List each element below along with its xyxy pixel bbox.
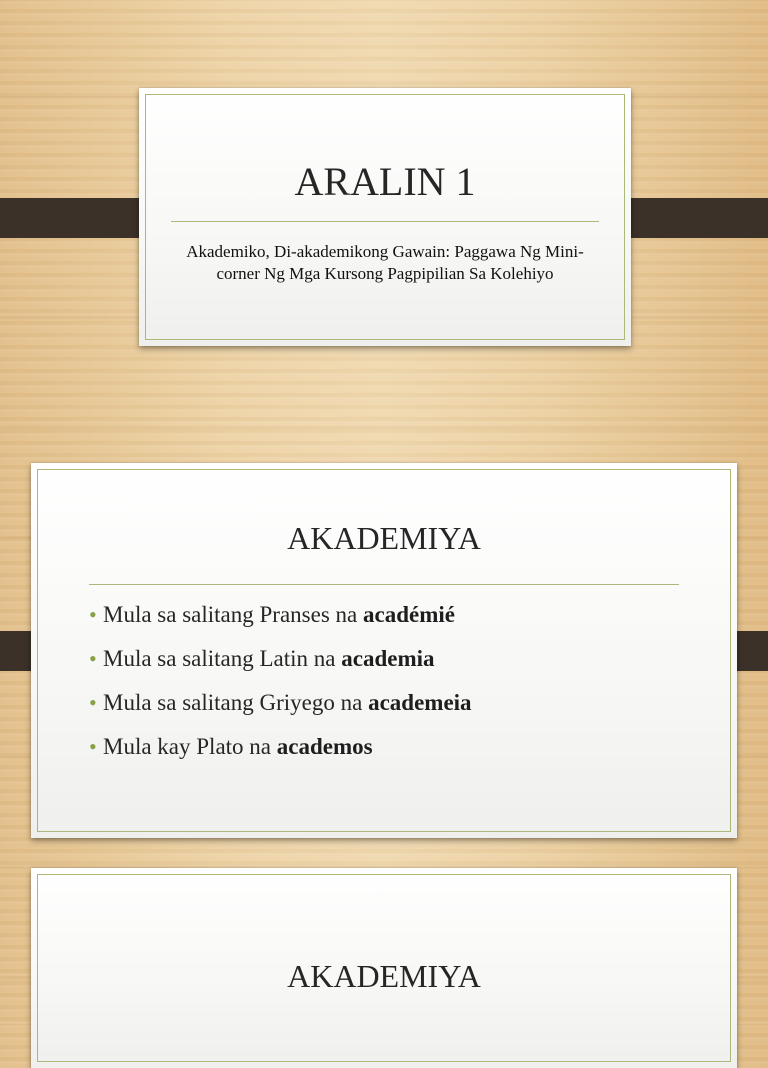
list-item: [89, 644, 472, 688]
bullet-term: academos: [276, 734, 373, 759]
bullet-text: Mula sa salitang Latin na: [103, 646, 342, 671]
title-divider: [89, 584, 679, 585]
left-decor-bar: [0, 198, 156, 238]
bullet-term: academia: [341, 646, 435, 671]
bullet-icon: •: [89, 690, 97, 715]
bullet-term: académié: [362, 602, 455, 627]
bullet-term: academeia: [368, 690, 472, 715]
slide-1: [0, 0, 768, 430]
slide-title: ARALIN 1: [294, 159, 476, 204]
title-card: [139, 88, 631, 346]
slide-title: AKADEMIYA: [287, 958, 481, 994]
card-border: [145, 94, 625, 340]
slide-3: [0, 860, 768, 1024]
bullet-text: Mula kay Plato na: [103, 734, 277, 759]
right-decor-bar: [612, 198, 768, 238]
bullet-text: Mula sa salitang Griyego na: [103, 690, 369, 715]
bullet-icon: •: [89, 734, 97, 759]
content-card: [31, 463, 737, 838]
bullet-icon: •: [89, 602, 97, 627]
list-item: [89, 688, 472, 732]
bullet-list: [89, 600, 472, 776]
slide-title: AKADEMIYA: [287, 520, 481, 556]
bullet-text: Mula sa salitang Pranses na: [103, 602, 363, 627]
list-item: [89, 732, 472, 776]
slide-subtitle: Akademiko, Di-akademikong Gawain: Paggawa Ng Mini-corner Ng Mga Kursong Pagpipilian Sa Kolehiyo: [186, 242, 584, 283]
list-item: [89, 600, 472, 644]
title-divider: [171, 221, 599, 222]
slide-2: [0, 430, 768, 860]
content-card: [31, 868, 737, 1068]
bullet-icon: •: [89, 646, 97, 671]
